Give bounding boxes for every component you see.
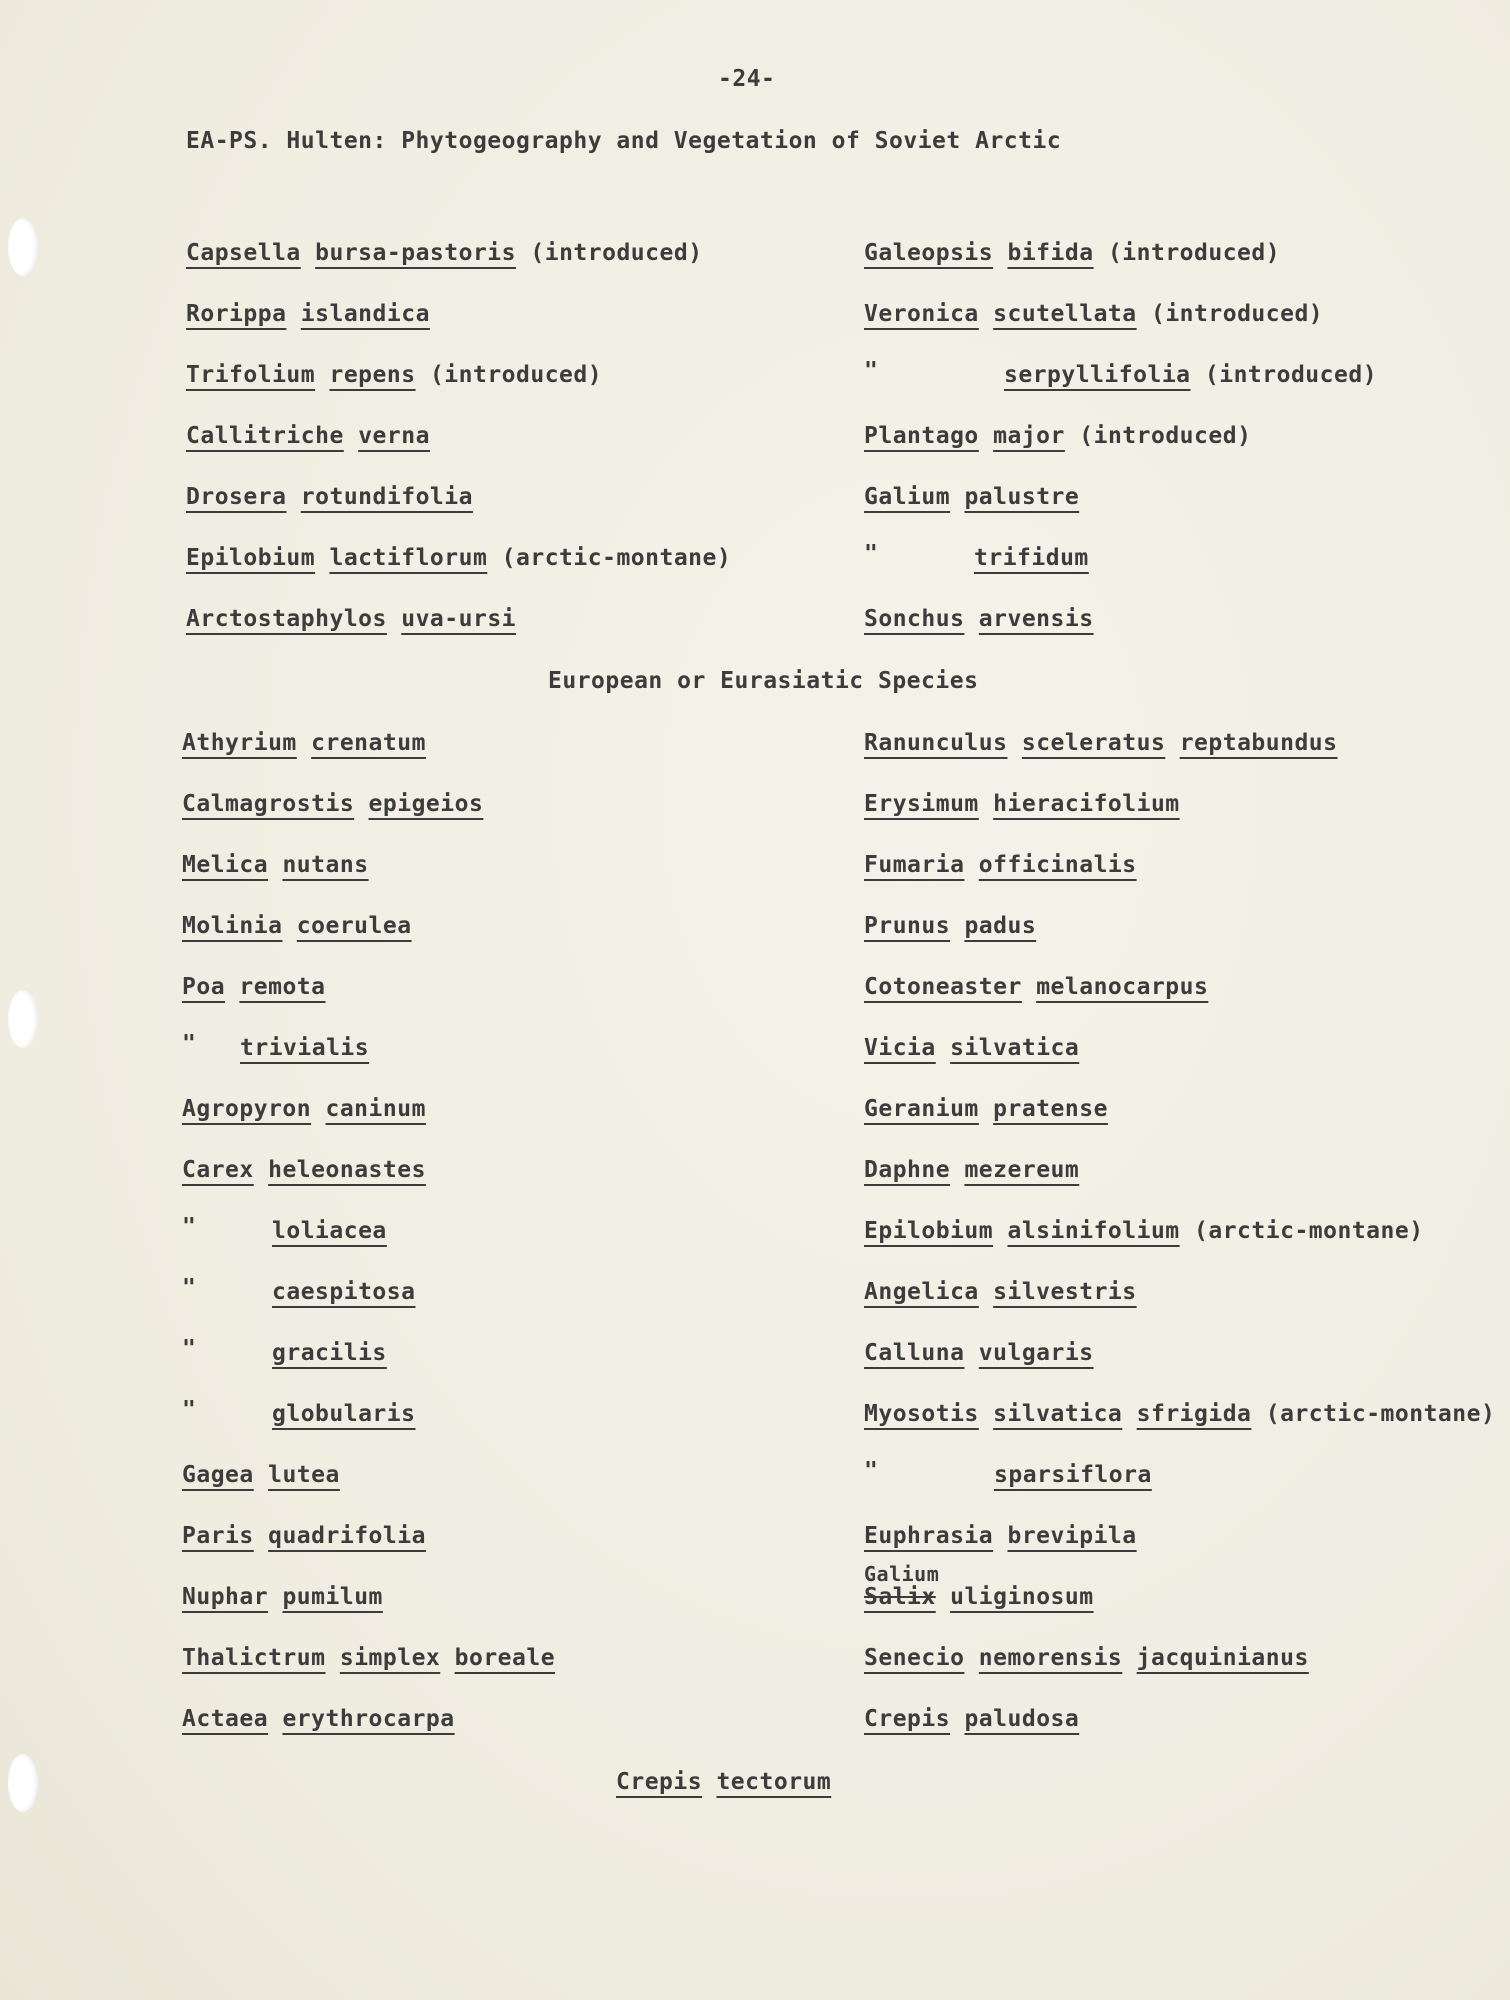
genus: Senecio (864, 1645, 965, 1671)
species-entry (864, 1157, 1079, 1183)
genus: Daphne (864, 1157, 951, 1183)
section-heading: European or Eurasiatic Species (548, 668, 979, 694)
species: sceleratus (1021, 730, 1166, 756)
status-note: (introduced) (1107, 240, 1281, 266)
species-entry (182, 1397, 416, 1427)
genus: Nuphar (182, 1584, 269, 1610)
genus: Carex (182, 1157, 254, 1183)
species: uliginosum (950, 1584, 1094, 1610)
species-entry (182, 1157, 426, 1183)
species: serpyllifolia (1004, 362, 1191, 388)
species-entry (864, 791, 1180, 817)
species-entry (864, 730, 1338, 756)
species: globularis (272, 1401, 416, 1427)
species: paludosa (964, 1706, 1080, 1732)
species-entry (864, 1340, 1094, 1366)
genus: Melica (182, 852, 269, 878)
ditto-mark: " (182, 1397, 197, 1423)
ditto-mark: " (182, 1336, 197, 1362)
genus: Myosotis (864, 1401, 979, 1427)
species-entry (182, 913, 412, 939)
species: rotundifolia (300, 484, 473, 510)
species-entry (864, 240, 1280, 266)
species: islandica (300, 301, 430, 327)
species: crenatum (311, 730, 426, 756)
species: uva-ursi (401, 606, 517, 632)
species: caninum (325, 1096, 426, 1122)
status-note: (introduced) (530, 240, 703, 266)
species: lactiflorum (329, 545, 488, 571)
species-entry (864, 852, 1137, 878)
species-entry (186, 301, 430, 327)
ditto-mark: " (182, 1214, 197, 1240)
genus: Athyrium (182, 730, 297, 756)
species-entry (864, 301, 1323, 327)
species-entry (864, 484, 1079, 510)
punch-hole-top (8, 218, 38, 276)
species-entry (864, 1218, 1424, 1244)
species: pumilum (282, 1584, 383, 1610)
species: bifida (1007, 240, 1094, 266)
status-note: (arctic-montane) (1265, 1401, 1496, 1427)
genus: Calmagrostis (182, 791, 355, 817)
species: loliacea (272, 1218, 387, 1244)
genus: Epilobium (186, 545, 316, 571)
species-entry (186, 240, 703, 266)
species: trifidum (974, 545, 1089, 571)
species-entry (182, 1275, 416, 1305)
species: major (993, 423, 1065, 449)
species-entry (864, 1035, 1079, 1061)
subspecies: sfrigida (1136, 1401, 1252, 1427)
species-entry (186, 545, 731, 571)
species: padus (964, 913, 1037, 939)
species-entry (864, 1645, 1309, 1671)
species: lutea (268, 1462, 340, 1488)
species: coerulea (296, 913, 412, 939)
species: tectorum (716, 1769, 832, 1795)
species-entry (864, 1706, 1079, 1732)
genus: Euphrasia (864, 1523, 994, 1549)
species: arvensis (978, 606, 1094, 632)
genus: Capsella (186, 240, 301, 266)
ditto-mark: " (864, 358, 879, 384)
genus: Geranium (864, 1096, 979, 1122)
species-entry (186, 484, 473, 510)
species-entry (864, 541, 1089, 571)
genus: Fumaria (864, 852, 965, 878)
genus: Veronica (864, 301, 979, 327)
species: caespitosa (272, 1279, 416, 1305)
subspecies: reptabundus (1179, 730, 1338, 756)
species: officinalis (978, 852, 1137, 878)
genus: Epilobium (864, 1218, 994, 1244)
status-note: (introduced) (1150, 301, 1324, 327)
species: silvestris (993, 1279, 1137, 1305)
species: palustre (964, 484, 1080, 510)
species: erythrocarpa (282, 1706, 455, 1732)
genus: Molinia (182, 913, 283, 939)
species-entry (864, 1523, 1137, 1549)
genus: Agropyron (182, 1096, 312, 1122)
species-entry (864, 1458, 1152, 1488)
species-entry (864, 1096, 1108, 1122)
genus: Crepis (864, 1706, 951, 1732)
genus: Rorippa (186, 301, 287, 327)
species-entry (864, 606, 1094, 632)
genus: Cotoneaster (864, 974, 1022, 1000)
species-entry (864, 1401, 1495, 1427)
punch-hole-middle (8, 990, 38, 1048)
species-entry (182, 1645, 555, 1671)
species-entry (182, 974, 326, 1000)
ditto-mark: " (182, 1275, 197, 1301)
genus: Angelica (864, 1279, 979, 1305)
species-entry (182, 852, 369, 878)
genus: Erysimum (864, 791, 979, 817)
ditto-mark: " (864, 541, 879, 567)
species: simplex (339, 1645, 441, 1671)
species-entry (186, 606, 516, 632)
status-note: (introduced) (429, 362, 603, 388)
species-entry (182, 1214, 387, 1244)
species: alsinifolium (1007, 1218, 1180, 1244)
species: pratense (993, 1096, 1108, 1122)
species: sparsiflora (994, 1462, 1152, 1488)
species-entry (182, 1706, 455, 1732)
species: silvatica (993, 1401, 1123, 1427)
species-entry (182, 1584, 383, 1610)
genus: Galium (864, 484, 951, 510)
species-entry (864, 423, 1251, 449)
species-entry (182, 1462, 340, 1488)
species-entry (864, 358, 1378, 388)
species: epigeios (368, 791, 484, 817)
genus: Vicia (864, 1035, 936, 1061)
genus: Ranunculus (864, 730, 1008, 756)
ditto-mark: " (864, 1458, 879, 1484)
species: heleonastes (268, 1157, 426, 1183)
genus-struck: Salix (864, 1584, 936, 1610)
genus: Paris (182, 1523, 254, 1549)
genus: Gagea (182, 1462, 254, 1488)
subspecies: jacquinianus (1136, 1645, 1309, 1671)
species-entry (182, 1096, 426, 1122)
species-entry (186, 362, 602, 388)
genus: Drosera (186, 484, 287, 510)
species: nutans (282, 852, 369, 878)
running-title: EA-PS. Hulten: Phytogeography and Vegetation of Soviet Arctic (186, 128, 1062, 154)
species-entry (182, 730, 426, 756)
species-entry (186, 423, 430, 449)
page-number: -24- (718, 66, 776, 92)
species-entry (182, 1523, 426, 1549)
species-entry (864, 1562, 1094, 1610)
species-entry (864, 1279, 1137, 1305)
species: nemorensis (978, 1645, 1123, 1671)
species: gracilis (272, 1340, 387, 1366)
genus-overtype: Galium (864, 1562, 940, 1586)
species-entry (182, 1031, 370, 1061)
species: remota (239, 974, 326, 1000)
genus: Thalictrum (182, 1645, 326, 1671)
genus: Prunus (864, 913, 951, 939)
genus: Plantago (864, 423, 979, 449)
genus: Galeopsis (864, 240, 994, 266)
species: trivialis (240, 1035, 370, 1061)
species: repens (329, 362, 416, 388)
genus: Actaea (182, 1706, 269, 1732)
subspecies: boreale (454, 1645, 556, 1671)
genus: Callitriche (186, 423, 344, 449)
species: quadrifolia (268, 1523, 426, 1549)
species: hieracifolium (993, 791, 1180, 817)
species: scutellata (993, 301, 1137, 327)
genus: Crepis (616, 1769, 703, 1795)
punch-hole-bottom (8, 1754, 38, 1812)
species-entry (616, 1769, 831, 1795)
status-note: (introduced) (1079, 423, 1252, 449)
species-entry (182, 791, 483, 817)
species: verna (358, 423, 430, 449)
species: mezereum (964, 1157, 1080, 1183)
species: silvatica (950, 1035, 1080, 1061)
species-entry (182, 1336, 387, 1366)
species-entry (864, 974, 1208, 1000)
genus: Sonchus (864, 606, 965, 632)
status-note: (introduced) (1204, 362, 1378, 388)
species: bursa-pastoris (315, 240, 517, 266)
species-entry (864, 913, 1036, 939)
species: brevipila (1007, 1523, 1137, 1549)
genus: Trifolium (186, 362, 316, 388)
genus: Calluna (864, 1340, 965, 1366)
genus: Arctostaphylos (186, 606, 387, 632)
species: melanocarpus (1036, 974, 1209, 1000)
ditto-mark: " (182, 1031, 197, 1057)
status-note: (arctic-montane) (1194, 1218, 1424, 1244)
species: vulgaris (978, 1340, 1094, 1366)
status-note: (arctic-montane) (501, 545, 732, 571)
genus: Poa (182, 974, 226, 1000)
